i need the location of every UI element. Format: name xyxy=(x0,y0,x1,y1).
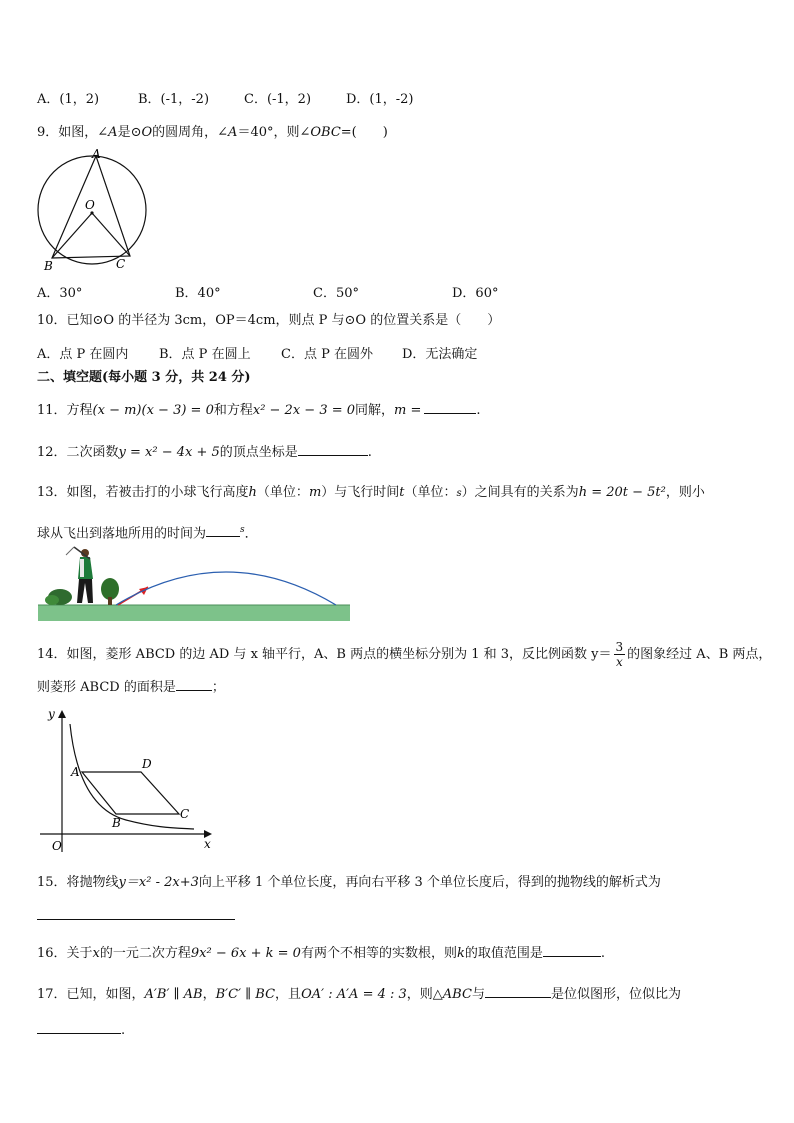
label-c: C xyxy=(180,807,190,821)
q13-golf-figure xyxy=(38,545,350,623)
q16-stem: 16．关于x的一元二次方程9x² − 6x + k = 0有两个不相等的实数根，则k的取值范围是 . xyxy=(37,943,605,963)
q12-equation: y = x² − 4x + 5 xyxy=(118,445,220,460)
q12-stem: 12．二次函数y = x² − 4x + 5的顶点坐标是 . xyxy=(37,442,372,462)
rhombus-abcd xyxy=(82,772,179,814)
section-title-fill-in: 二、填空题(每小题 3 分，共 24 分) xyxy=(37,370,251,385)
label-d: D xyxy=(142,757,152,771)
q13-equation: h = 20t − 5t² xyxy=(578,485,666,500)
tree-icon xyxy=(101,578,119,605)
q16-answer-blank[interactable] xyxy=(543,943,601,957)
q15-equation: y＝x² - 2x+3 xyxy=(118,875,199,890)
q10-option-a: A．点 P 在圆内 xyxy=(37,347,129,362)
label-c: C xyxy=(116,257,126,271)
label-y: y xyxy=(48,707,55,721)
label-o: O xyxy=(52,839,62,853)
q13-stem-line2: 球从飞出到落地所用的时间为 $^s$． xyxy=(37,525,258,542)
segment-ob xyxy=(52,213,92,258)
q14-stem-line1: 14．如图，菱形 ABCD 的边 AD 与 x 轴平行，A、B 两点的横坐标分别为 1 和 3，反比例函数 y＝ $\frac{3}{x}$ 的图象经过 A、B 两点， xyxy=(37,640,772,669)
q9-option-a: A．30° xyxy=(37,286,83,301)
q9-stem: 9．如图，∠A是⊙O的圆周角，∠A＝40°，则∠OBC=( ) xyxy=(37,125,388,140)
q15-stem: 15．将抛物线y＝x² - 2x+3向上平移 1 个单位长度，再向右平移 3 个单位长度后，得到的抛物线的解析式为 xyxy=(37,875,661,890)
q13-answer-blank[interactable] xyxy=(206,523,240,537)
y-axis-arrow xyxy=(58,710,66,718)
label-a: A xyxy=(92,147,101,161)
q16-equation: 9x² − 6x + k = 0 xyxy=(190,946,301,961)
q17-line2: . xyxy=(37,1020,125,1040)
q17-answer-blank-2[interactable] xyxy=(37,1020,121,1034)
bush-icon xyxy=(45,589,72,605)
q14-stem-line2: 则菱形 ABCD 的面积是 ； xyxy=(37,677,225,697)
q14-fraction: $\frac{3}{x}$ xyxy=(615,640,624,669)
q17-stem: 17．已知，如图，A′B′ ∥ AB，B′C′ ∥ BC，且OA′ : A′A = 4 : 3，则△ABC与 是位似图形，位似比为 xyxy=(37,984,681,1004)
q8-option-a: A．(1，2) xyxy=(37,92,100,107)
q11-equation-2: x² − 2x − 3 = 0 xyxy=(252,403,356,418)
q9-option-c: C．50° xyxy=(313,286,359,301)
hyperbola-curve xyxy=(70,724,194,829)
q8-option-b: B．(-1，-2) xyxy=(138,92,210,107)
q10-option-d: D．无法确定 xyxy=(402,347,478,362)
q12-answer-blank[interactable] xyxy=(298,442,368,456)
q14-rhombus-figure xyxy=(36,702,216,858)
q17-answer-blank-1[interactable] xyxy=(485,984,551,998)
grass-ground xyxy=(38,605,350,621)
label-a: A xyxy=(71,765,80,779)
ball-trajectory xyxy=(116,572,336,605)
q11-equation-1: (x − m)(x − 3) = 0 xyxy=(92,403,214,418)
q9-option-d: D．60° xyxy=(452,286,499,301)
q8-option-c: C．(-1，2) xyxy=(244,92,312,107)
label-o: O xyxy=(85,198,95,212)
q9-option-b: B．40° xyxy=(175,286,221,301)
q10-stem: 10．已知⊙O 的半径为 3cm，OP＝4cm，则点 P 与⊙O 的位置关系是（ ） xyxy=(37,313,501,328)
q11-answer-blank[interactable] xyxy=(424,400,476,414)
segment-oc xyxy=(92,213,130,256)
q10-option-b: B．点 P 在圆上 xyxy=(159,347,251,362)
q9-circle-figure xyxy=(30,146,150,274)
q11-stem: 11．方程(x − m)(x − 3) = 0和方程x² − 2x − 3 = 0同解，m = . xyxy=(37,400,481,420)
label-x: x xyxy=(204,837,211,851)
q14-answer-blank[interactable] xyxy=(176,677,212,691)
label-b: B xyxy=(44,259,53,273)
q8-option-d: D．(1，-2) xyxy=(346,92,414,107)
q15-answer-blank[interactable] xyxy=(37,906,235,920)
label-b: B xyxy=(112,816,121,830)
q13-stem-line1: 13．如图，若被击打的小球飞行高度h（单位：m）与飞行时间t（单位：s）之间具有的关系为h = 20t − 5t²，则小 xyxy=(37,485,705,500)
q10-option-c: C．点 P 在圆外 xyxy=(281,347,373,362)
